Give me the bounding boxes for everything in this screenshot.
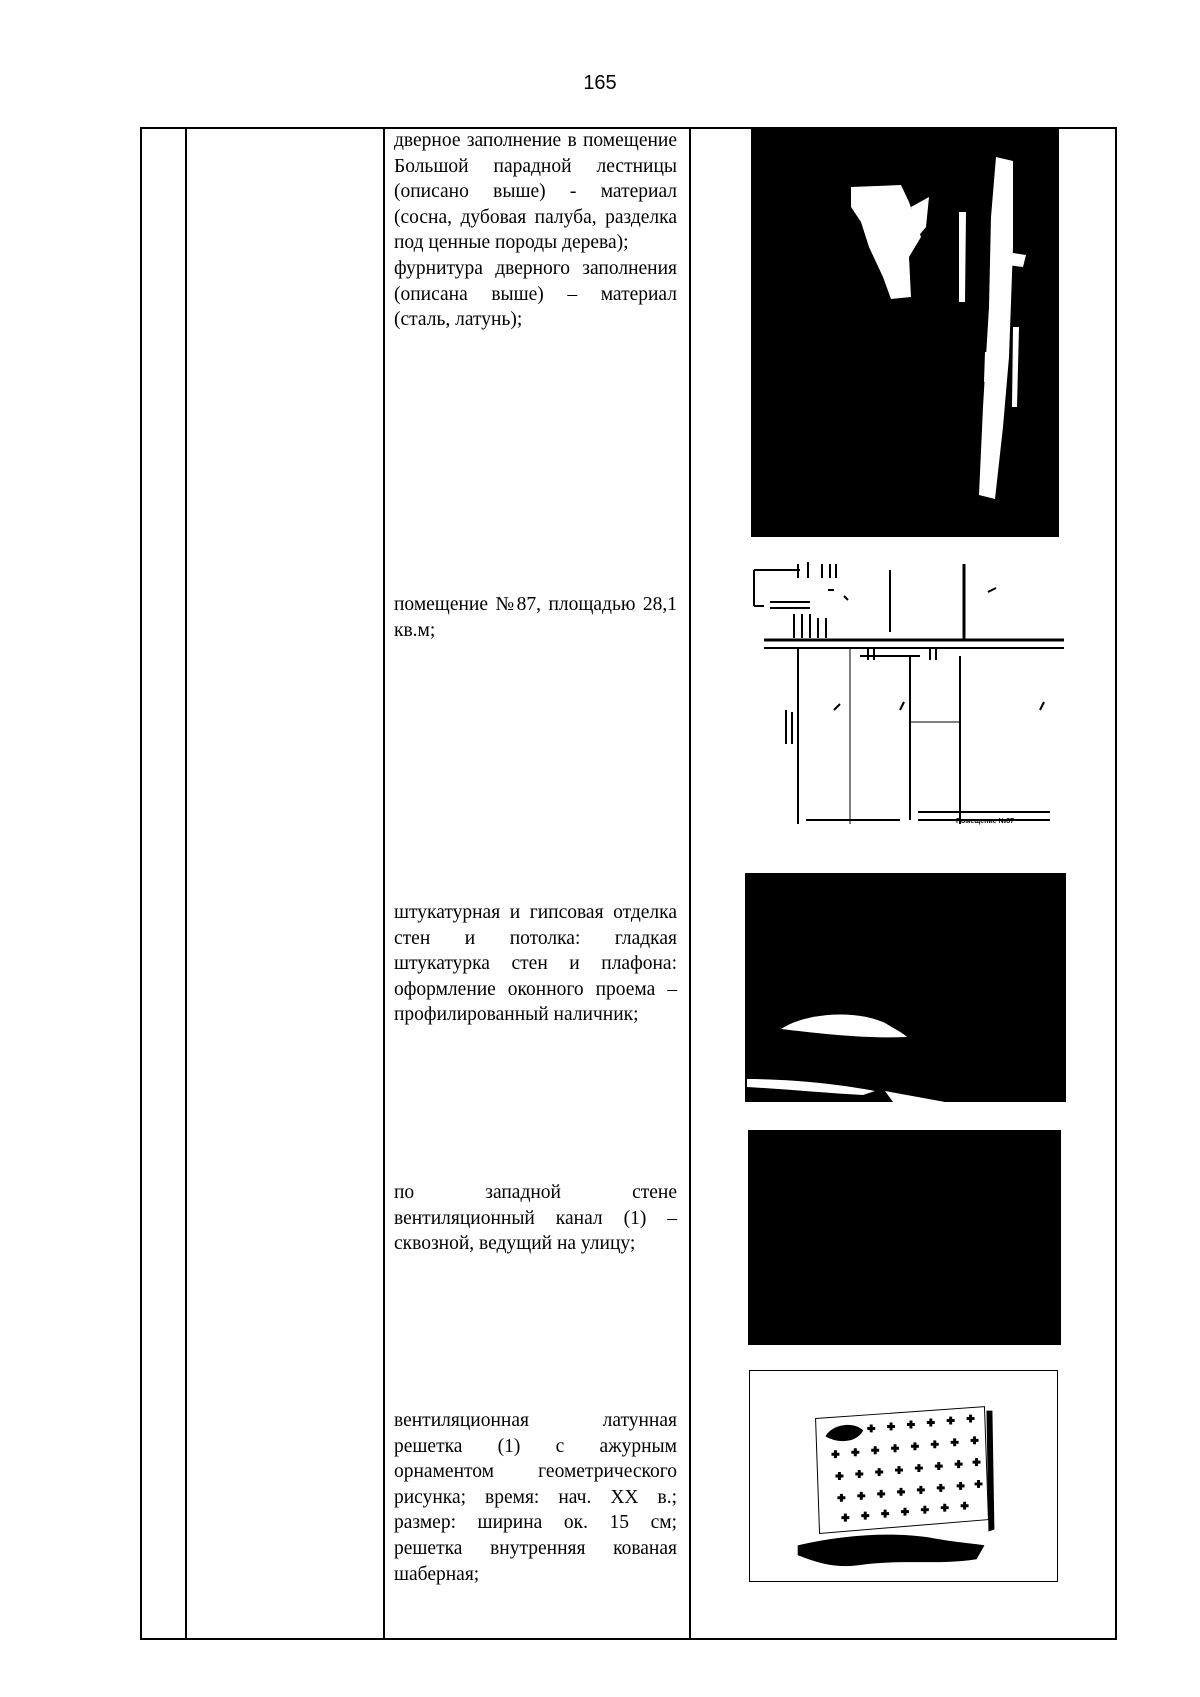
description-paragraph: штукатурная и гипсовая отделка стен и потолка: гладкая штукатурка стен и плафона: оформление оконного проема – профилированный наличник;: [394, 902, 677, 1026]
column-divider-1: [185, 129, 187, 1638]
floor-plan: [750, 562, 1066, 832]
description-paragraph: по западной стене вентиляционный канал (1) – сквозной, ведущий на улицу;: [394, 1182, 677, 1255]
description-paragraph: дверное заполнение в помещение Большой парадной лестницы (описано выше) - материал (сосна, дубовая палуба, разделка под ценные породы дерева);: [394, 130, 677, 254]
plaster-photo: [745, 873, 1066, 1102]
description-paragraph: вентиляционная латунная решетка (1) с ажурным орнаментом геометрического рисунка; время: нач. XX в.; размер: ширина ок. 15 см; решетка внутренняя кованая шаберная;: [394, 1410, 677, 1585]
description-door-fill: [394, 128, 677, 333]
description-plaster-finish: [394, 900, 677, 1028]
vent-channel-photo: [748, 1130, 1061, 1345]
description-vent-grille: [394, 1408, 677, 1587]
description-room-87: [394, 592, 677, 643]
vent-grille-photo: [749, 1370, 1058, 1582]
page-number: 165: [583, 72, 617, 94]
column-divider-3: [689, 129, 691, 1638]
description-vent-channel: [394, 1180, 677, 1257]
floor-plan-caption: Помещение №87: [956, 818, 1015, 825]
description-paragraph: помещение №87, площадью 28,1 кв.м;: [394, 594, 677, 641]
description-paragraph: фурнитура дверного заполнения (описана выше) – материал (сталь, латунь);: [394, 257, 677, 331]
column-divider-2: [383, 129, 385, 1638]
door-photo: [751, 127, 1059, 537]
